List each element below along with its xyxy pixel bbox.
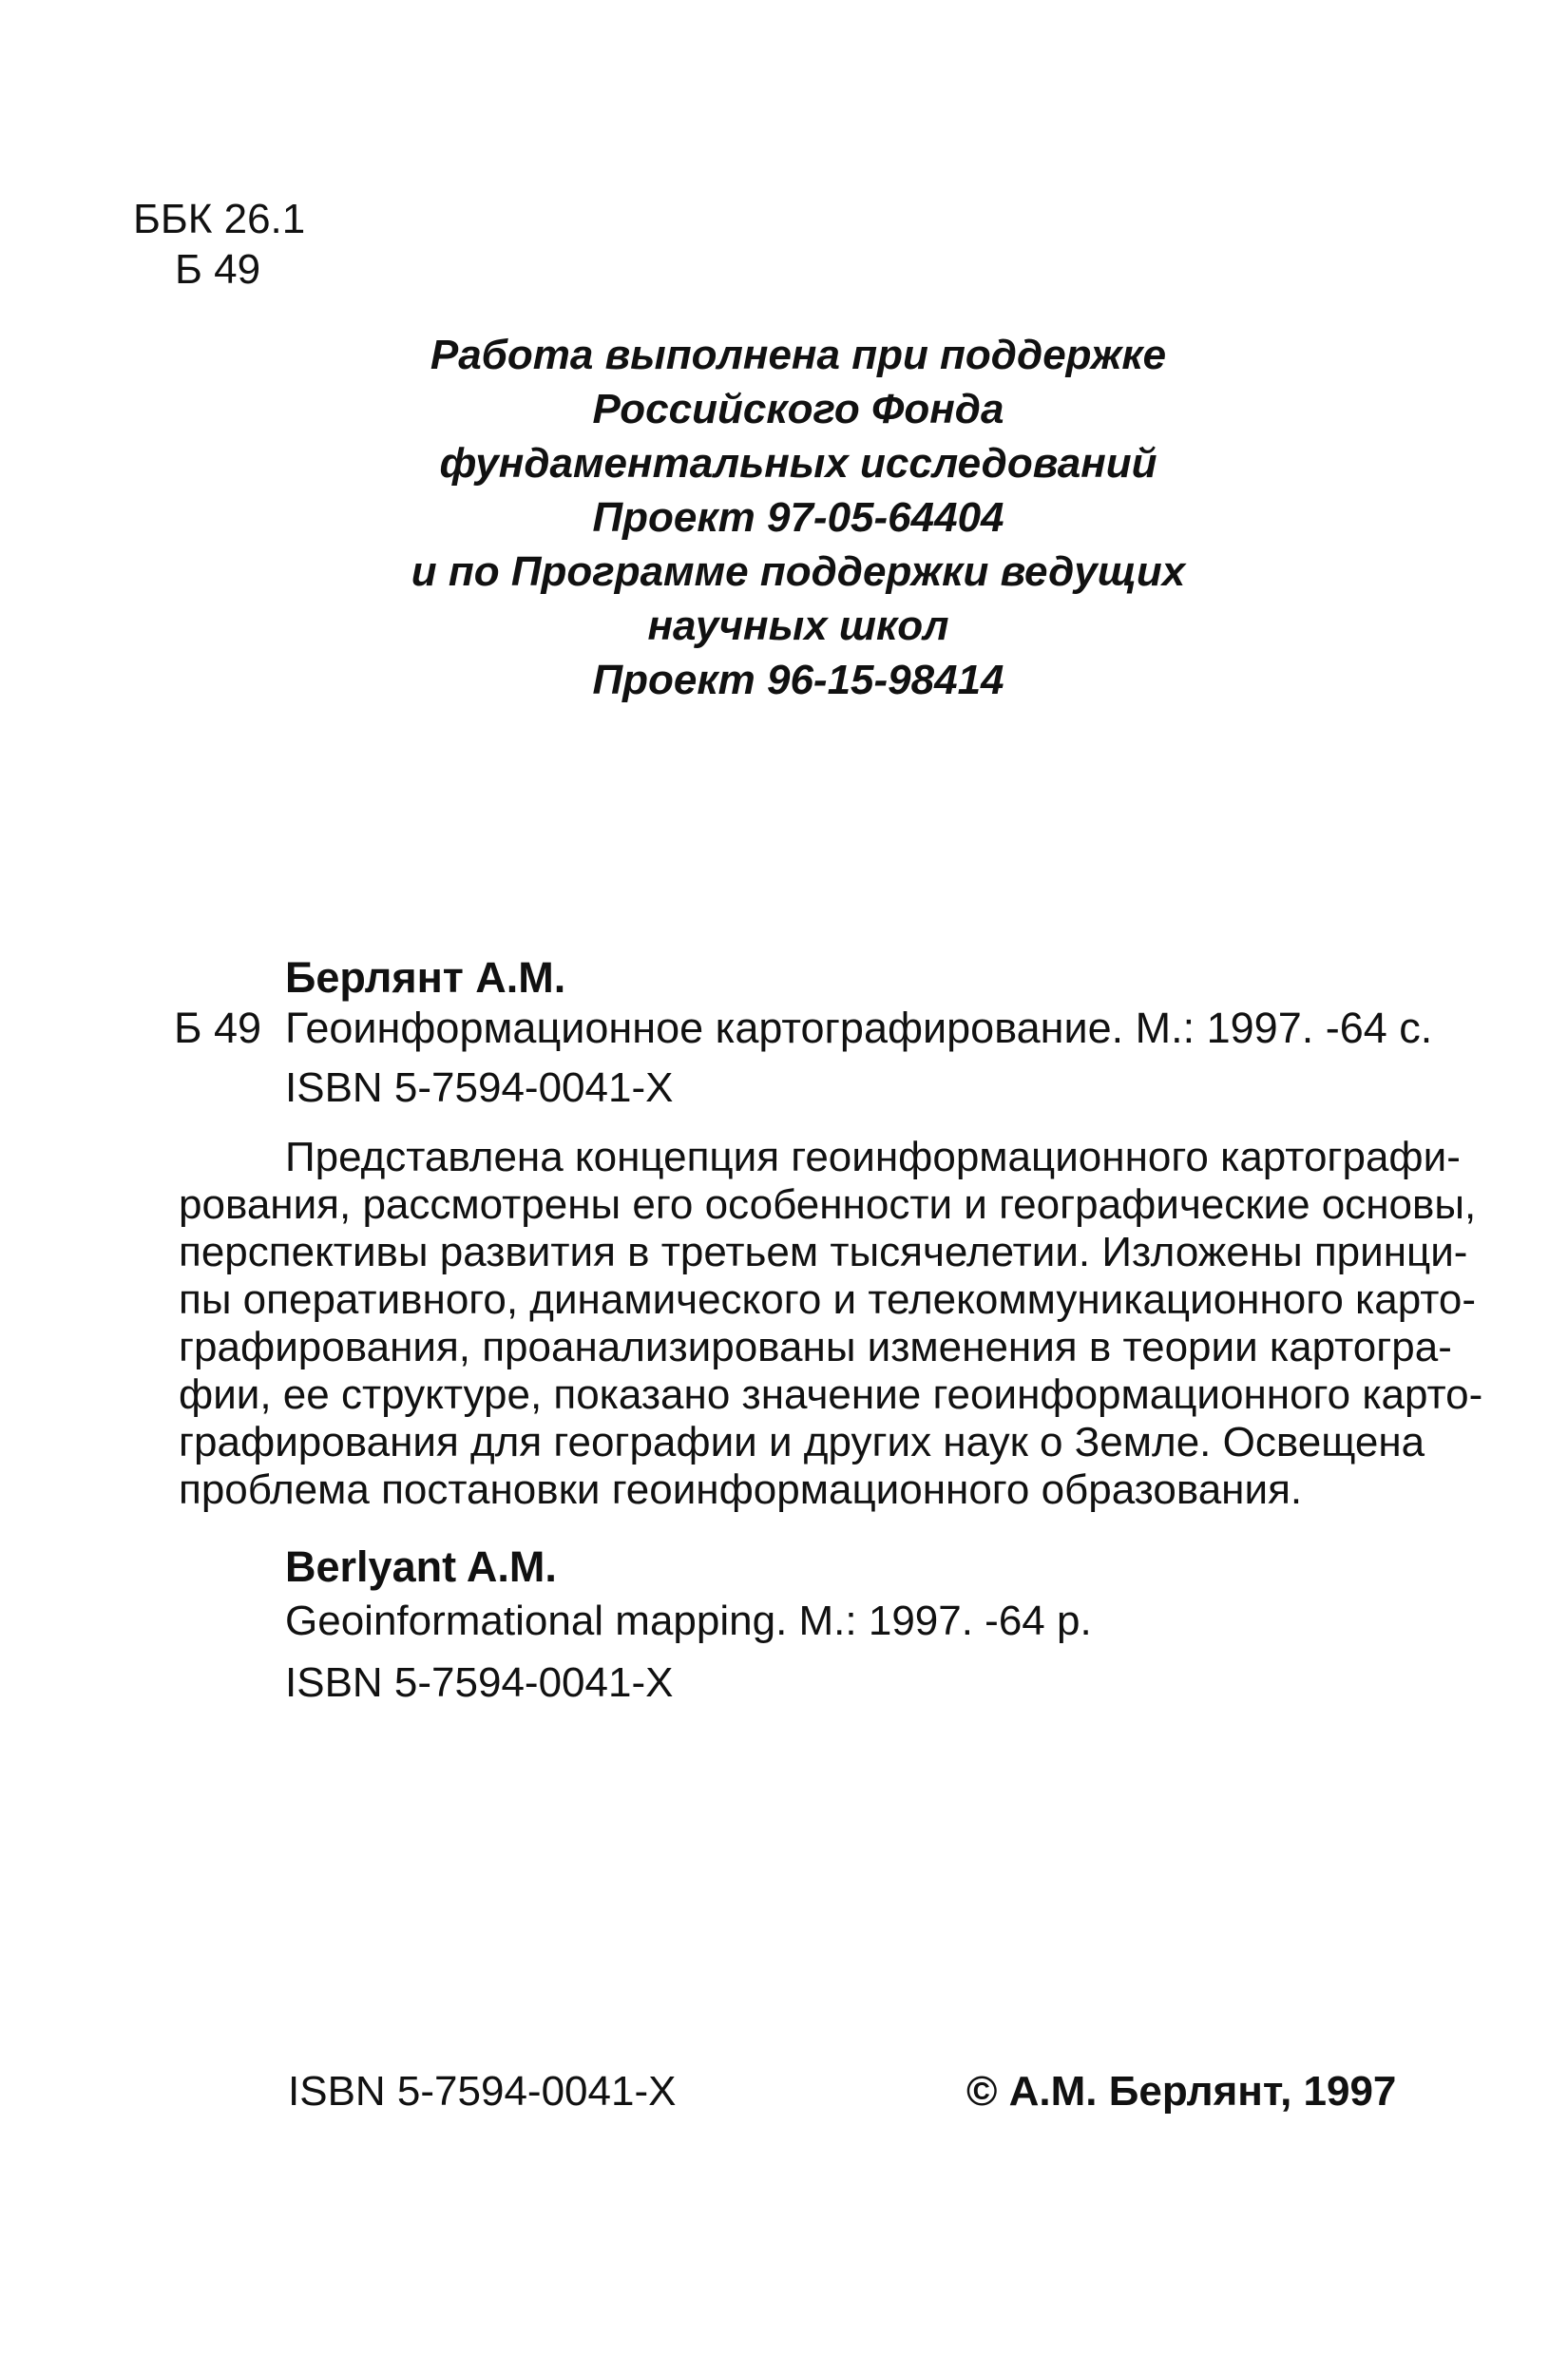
author-mark: Б 49 xyxy=(175,245,261,293)
record-code: Б 49 xyxy=(174,1004,262,1052)
support-line: научных школ xyxy=(647,603,949,649)
copyright: © А.М. Берлянт, 1997 xyxy=(966,2068,1397,2115)
isbn-en: ISBN 5-7594-0041-X xyxy=(285,1659,674,1706)
support-line: Проект 96-15-98414 xyxy=(592,657,1004,703)
bbk-index: ББК 26.1 xyxy=(133,196,306,242)
footer-isbn: ISBN 5-7594-0041-X xyxy=(288,2068,677,2115)
annotation-line: проблема постановки геоинформационного образования. xyxy=(179,1466,1303,1513)
annotation xyxy=(179,1134,1483,1514)
author-en: Berlyant A.M. xyxy=(285,1542,557,1591)
annotation-line: графирования, проанализированы изменения в теории картогра- xyxy=(179,1324,1452,1370)
support-line: Российского Фонда xyxy=(592,386,1004,432)
annotation-line: Представлена концепция геоинформационного картографи- xyxy=(285,1134,1461,1180)
classification-block xyxy=(133,195,305,296)
support-line: фундаментальных исследований xyxy=(439,440,1157,487)
support-line: Проект 97-05-64404 xyxy=(592,494,1004,541)
author-ru: Берлянт А.М. xyxy=(285,953,566,1002)
title-line-ru: Геоинформационное картографирование. М.: 1997. -64 с. xyxy=(285,1004,1433,1052)
annotation-line: пы оперативного, динамического и телекоммуникационного карто- xyxy=(179,1276,1476,1323)
annotation-line: графирования для географии и других наук о Земле. Освещена xyxy=(179,1419,1425,1465)
annotation-line: перспективы развития в третьем тысячелетии. Изложены принци- xyxy=(179,1229,1468,1275)
annotation-line: рования, рассмотрены его особенности и географические основы, xyxy=(179,1181,1477,1228)
title-line-en: Geoinformational mapping. M.: 1997. -64 p. xyxy=(285,1598,1092,1644)
support-note xyxy=(285,328,1311,707)
isbn-ru: ISBN 5-7594-0041-X xyxy=(285,1064,674,1111)
support-line: Работа выполнена при поддержке xyxy=(430,332,1167,378)
support-line: и по Программе поддержки ведущих xyxy=(411,548,1186,595)
annotation-line: фии, ее структуре, показано значение геоинформационного карто- xyxy=(179,1371,1483,1418)
